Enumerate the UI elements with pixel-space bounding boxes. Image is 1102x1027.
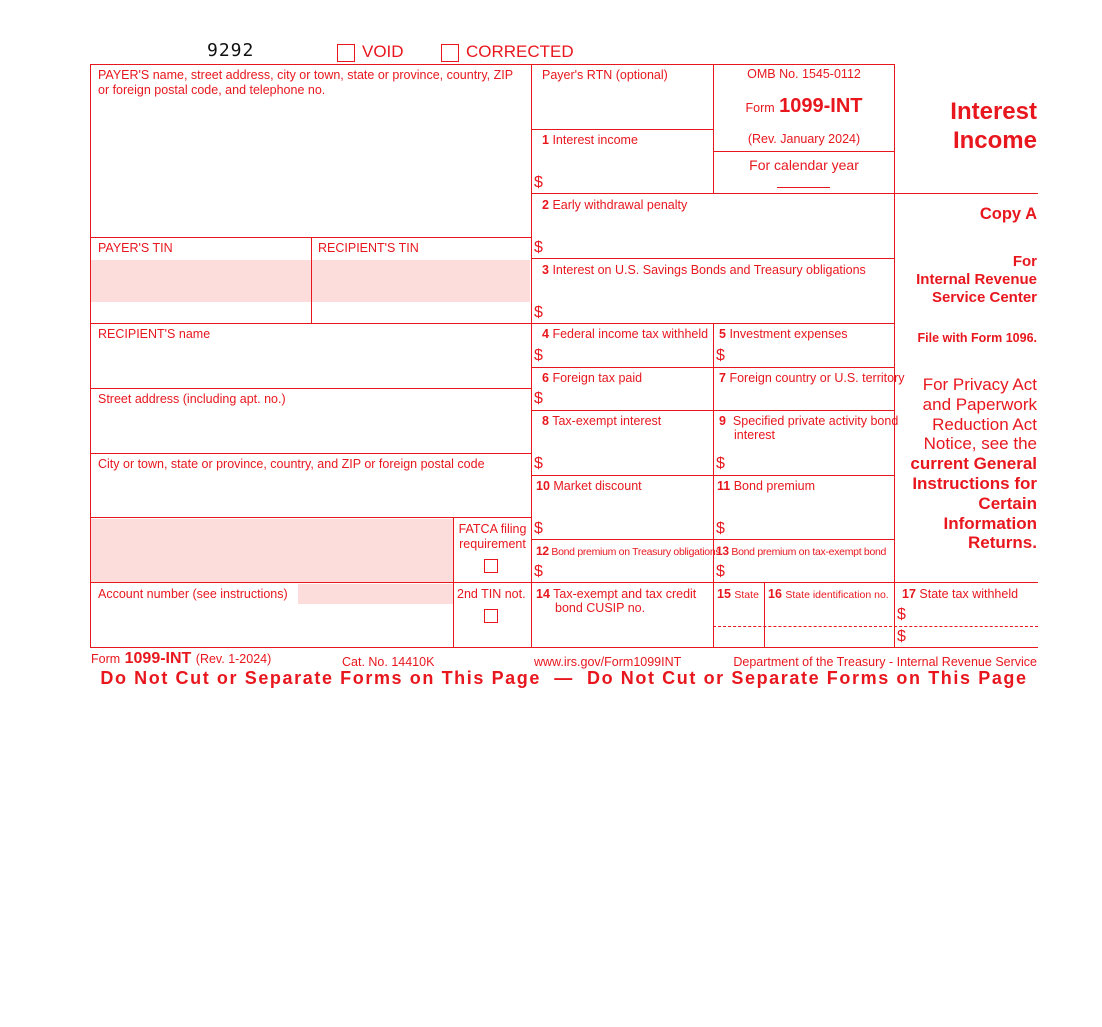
instructions-2: Instructions for [912, 474, 1037, 493]
box9-label: 9 Specified private activity bond [719, 414, 899, 428]
footer-rev: (Rev. 1-2024) [195, 652, 272, 666]
box5-dollar: $ [716, 347, 725, 364]
payer-tin-label: PAYER'S TIN [98, 241, 173, 255]
file-with-label: File with Form 1096. [917, 331, 1037, 345]
box12-dollar: $ [534, 563, 543, 580]
payer-name-label: PAYER'S name, street address, city or town, state or province, country, ZIP [98, 68, 514, 82]
box14-label: 14 Tax-exempt and tax credit [536, 587, 697, 601]
privacy-1: For Privacy Act [922, 375, 1037, 394]
recipient-tin-label: RECIPIENT'S TIN [318, 241, 419, 255]
copy-label: Copy A [979, 205, 1037, 223]
footer-form [91, 650, 271, 668]
box11-dollar: $ [716, 520, 725, 537]
title-interest: Interest [950, 98, 1037, 125]
fatca-checkbox[interactable] [484, 559, 498, 573]
box8-dollar: $ [534, 455, 543, 472]
irs-center-2: Service Center [931, 289, 1037, 306]
void-checkbox[interactable] [337, 44, 355, 62]
instructions-1: current General [910, 454, 1037, 473]
box17-dollar-1: $ [897, 606, 906, 623]
void-label: VOID [362, 42, 404, 61]
form-code: 9292 [207, 40, 255, 61]
recipient-tin-shade [312, 260, 530, 302]
box12-label: 12 Bond premium on Treasury obligations [536, 544, 721, 558]
box16-label: 16 State identification no. [768, 587, 889, 601]
box2-label: 2 Early withdrawal penalty [542, 198, 688, 212]
corrected-label: CORRECTED [466, 42, 574, 61]
calendar-year-label: For calendar year [749, 157, 859, 173]
payer-rtn-label: Payer's RTN (optional) [542, 68, 668, 82]
instructions-3: Certain [978, 494, 1037, 513]
box9-label-2: interest [734, 428, 775, 442]
box2-dollar: $ [534, 239, 543, 256]
box1-label: 1 Interest income [542, 133, 638, 147]
revision-label: (Rev. January 2024) [747, 132, 861, 146]
box6-dollar: $ [534, 390, 543, 407]
second-tin-checkbox[interactable] [484, 609, 498, 623]
footer-form-name: 1099-INT [124, 650, 192, 667]
fatca-label-2: requirement [459, 537, 526, 551]
city-label: City or town, state or province, country, and ZIP or foreign postal code [98, 457, 485, 471]
footer-cat: Cat. No. 14410K [342, 655, 435, 669]
box11-label: 11 Bond premium [717, 479, 815, 493]
account-label: Account number (see instructions) [98, 587, 288, 601]
instructions-5: Returns. [968, 533, 1037, 552]
box17-dollar-2: $ [897, 628, 906, 645]
box3-label: 3 Interest on U.S. Savings Bonds and Treasury obligations [542, 263, 866, 277]
privacy-3: Reduction Act [932, 415, 1037, 434]
box13-label: 13 Bond premium on tax-exempt bond [716, 544, 887, 558]
form-title [714, 95, 894, 118]
box4-label: 4 Federal income tax withheld [542, 327, 709, 341]
privacy-2: and Paperwork [922, 395, 1037, 414]
box9-dollar: $ [716, 455, 725, 472]
blank-shade-area [91, 519, 453, 582]
box17-label: 17 State tax withheld [902, 587, 1019, 601]
box8-label: 8 Tax-exempt interest [542, 414, 662, 428]
omb-number: OMB No. 1545-0112 [747, 67, 861, 81]
box13-dollar: $ [716, 563, 725, 580]
form-name: 1099-INT [779, 95, 863, 117]
box15-label: 15 State [717, 587, 759, 601]
box1-dollar: $ [534, 174, 543, 191]
box3-dollar: $ [534, 304, 543, 321]
footer-dept: Department of the Treasury - Internal Revenue Service [733, 655, 1037, 669]
privacy-4: Notice, see the [923, 434, 1037, 453]
corrected-checkbox[interactable] [441, 44, 459, 62]
box7-label: 7 Foreign country or U.S. territory [719, 371, 905, 385]
footer-warning: Do Not Cut or Separate Forms on This Page — Do Not Cut or Separate Forms on This Page [100, 668, 1028, 688]
footer-url: www.irs.gov/Form1099INT [534, 655, 682, 669]
title-income: Income [952, 127, 1037, 154]
instructions-4: Information [943, 514, 1037, 533]
form-prefix: Form [745, 101, 775, 115]
recipient-name-label: RECIPIENT'S name [98, 327, 211, 341]
irs-center-1: Internal Revenue [916, 271, 1037, 288]
payer-tin-shade [91, 260, 311, 302]
payer-name-label-2: or foreign postal code, and telephone no. [98, 83, 326, 97]
box10-label: 10 Market discount [536, 479, 642, 493]
second-tin-label: 2nd TIN not. [457, 587, 526, 601]
fatca-label-1: FATCA filing [458, 522, 527, 536]
for-label: For [1012, 253, 1037, 270]
box14-label-2: bond CUSIP no. [555, 601, 646, 615]
box5-label: 5 Investment expenses [719, 327, 848, 341]
street-label: Street address (including apt. no.) [98, 392, 286, 406]
box4-dollar: $ [534, 347, 543, 364]
box10-dollar: $ [534, 520, 543, 537]
footer-form-prefix: Form [91, 652, 121, 666]
box6-label: 6 Foreign tax paid [542, 371, 643, 385]
account-shade [298, 584, 453, 604]
